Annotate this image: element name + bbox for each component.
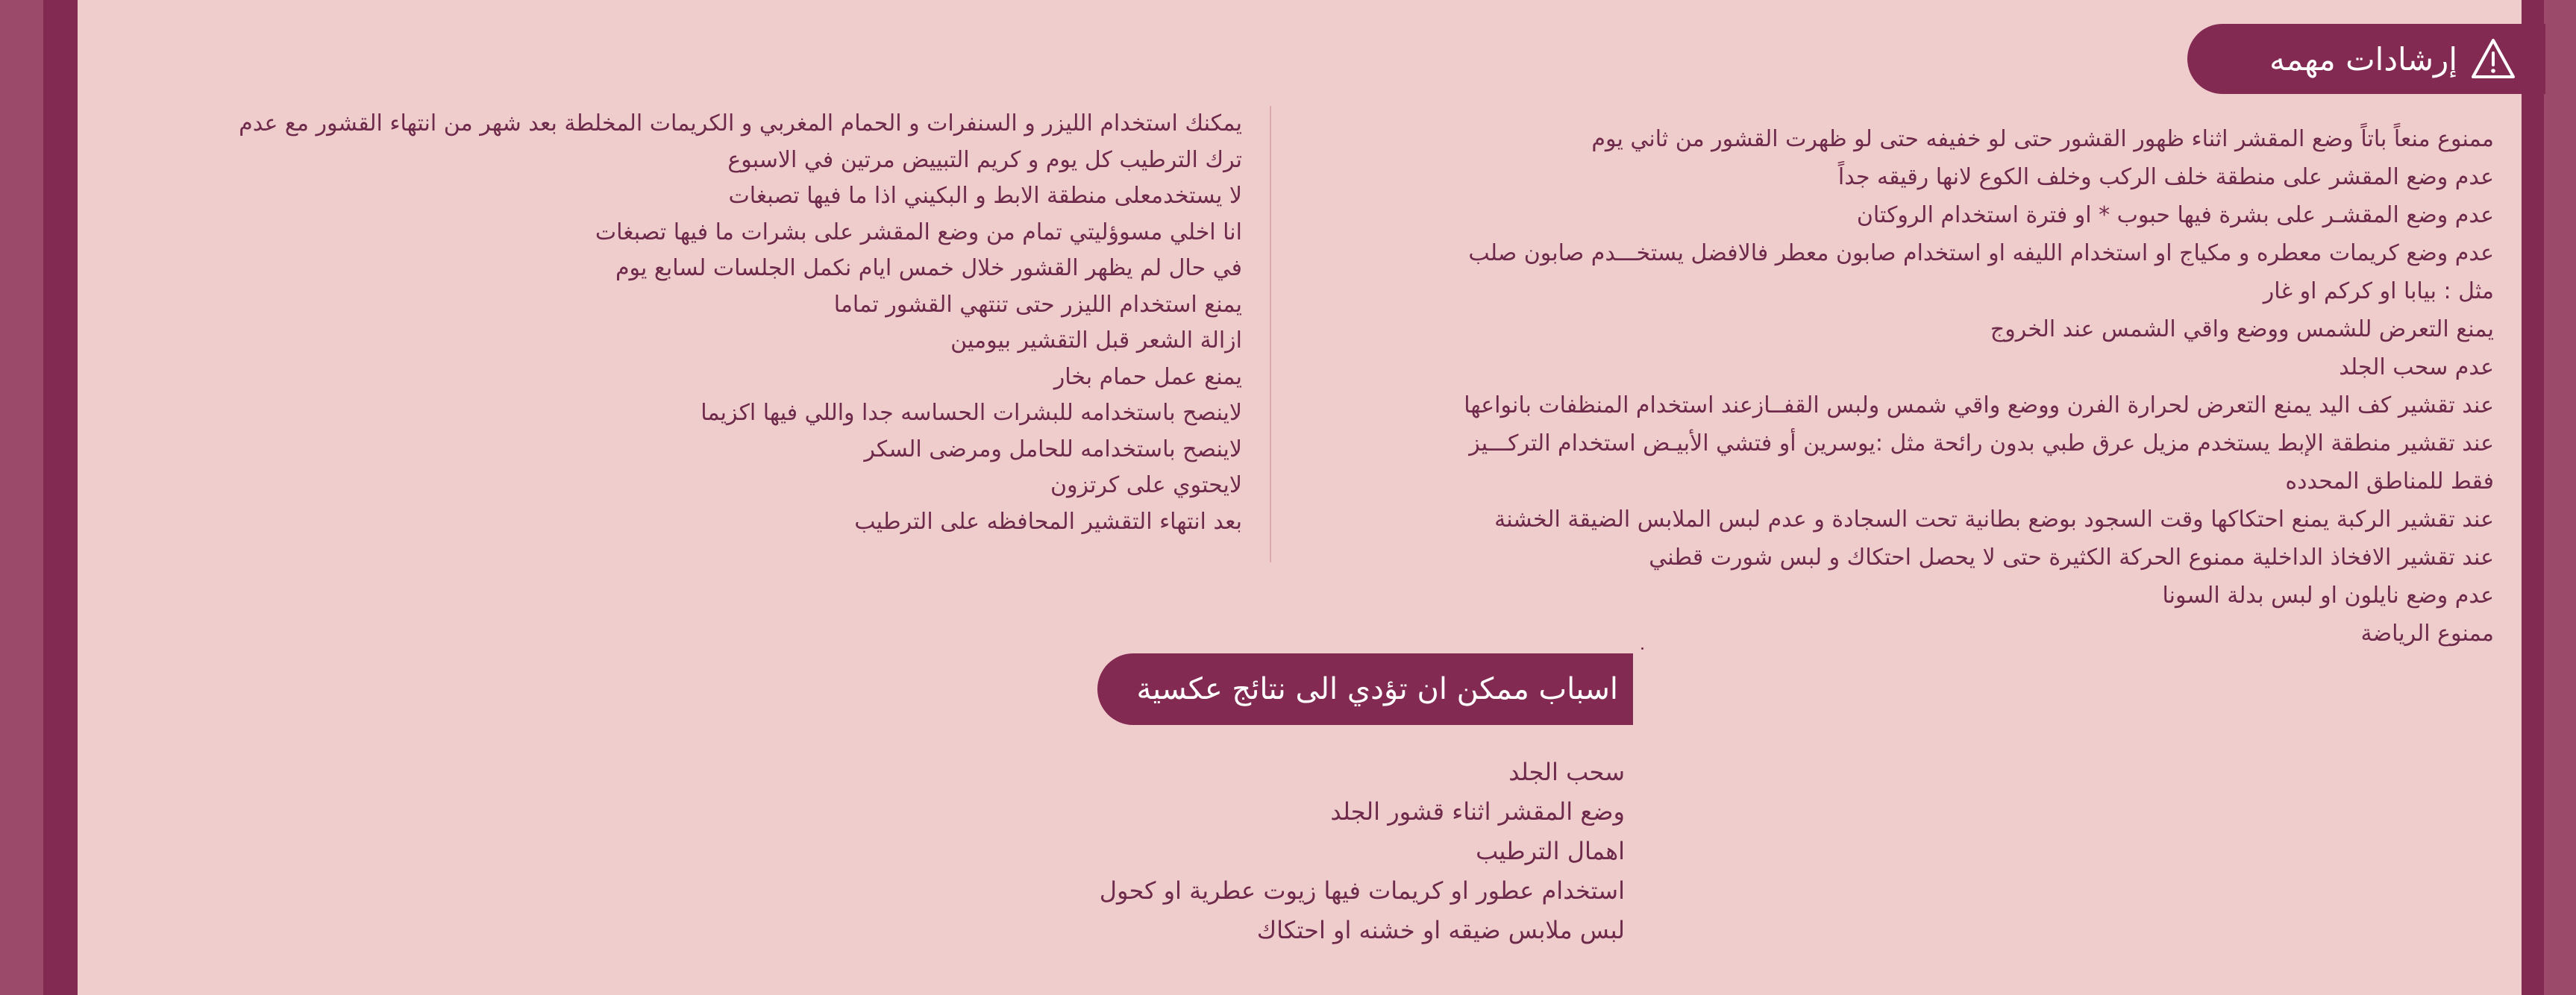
instructions-right-column xyxy=(1256,120,2494,653)
instruction-line: مثل : بيابا او كركم او غار xyxy=(2263,278,2494,304)
instruction-line: ممنوع الرياضة xyxy=(2360,621,2494,647)
instruction-line: عند تقشير الركبة يمنع احتكاكها وقت السجود بوضع بطانية تحت السجادة و عدم لبس الملابس الضيقة الخشنة xyxy=(1494,506,2494,533)
adverse-cause-line: استخدام عطور او كريمات فيها زيوت عطرية او كحول xyxy=(1099,876,1625,905)
instruction-line: فقط للمناطق المحدده xyxy=(2285,468,2494,495)
right-frame-inner-band xyxy=(2522,0,2544,995)
right-frame-outer-band xyxy=(2544,0,2576,995)
instruction-line: بعد انتهاء التقشير المحافظه على الترطيب xyxy=(854,508,1242,535)
instruction-line: ترك الترطيب كل يوم و كريم التبييض مرتين في الاسبوع xyxy=(727,146,1242,173)
instruction-line: لايحتوي على كرتزون xyxy=(1050,472,1242,498)
adverse-cause-line: لبس ملابس ضيقه او خشنه او احتكاك xyxy=(1256,916,1625,944)
instruction-line: لاينصح باستخدامه للحامل ومرضى السكر xyxy=(864,436,1242,462)
important-instructions-header xyxy=(2187,24,2545,94)
instruction-line: عند تقشير كف اليد يمنع التعرض لحرارة الفرن ووضع واقي شمس ولبس القفــازعند استخدام المنظفات بانواعها xyxy=(1464,392,2494,418)
instruction-line: انا اخلي مسوؤليتي تمام من وضع المقشر على بشرات ما فيها تصبغات xyxy=(595,219,1242,245)
instruction-line: لاينصح باستخدامه للبشرات الحساسه جدا واللي فيها اكزيما xyxy=(701,400,1242,426)
warning-triangle-icon xyxy=(2469,37,2517,81)
left-frame-inner-band xyxy=(43,0,78,995)
instruction-line: يمكنك استخدام الليزر و السنفرات و الحمام المغربي و الكريمات المخلطة بعد شهر من انتهاء القشور مع عدم xyxy=(239,110,1242,136)
adverse-cause-line: اهمال الترطيب xyxy=(1476,837,1625,865)
instruction-line: عدم سحب الجلد xyxy=(2339,354,2494,380)
instruction-line: عدم وضع كريمات معطره و مكياج او استخدام الليفه او استخدام صابون معطر فالافضل يستخـــدم صابون صلب xyxy=(1468,240,2494,266)
instruction-line: في حال لم يظهر القشور خلال خمس ايام نكمل الجلسات لسابع يوم xyxy=(615,255,1242,281)
column-divider xyxy=(1270,106,1271,562)
instruction-line: عدم وضع نايلون او لبس بدلة السونا xyxy=(2162,583,2494,609)
important-instructions-title: إرشادات مهمه xyxy=(2269,40,2457,78)
instruction-line: عند تقشير الافخاذ الداخلية ممنوع الحركة الكثيرة حتى لا يحصل احتكاك و لبس شورت قطني xyxy=(1649,544,2494,571)
adverse-cause-line: وضع المقشر اثناء قشور الجلد xyxy=(1330,797,1625,826)
instruction-line: عدم وضع المقشـر على بشرة فيها حبوب * او فترة استخدام الروكتان xyxy=(1856,202,2494,228)
decorative-dot xyxy=(1641,647,1643,650)
adverse-causes-list xyxy=(909,753,1625,950)
instructions-left-column xyxy=(104,106,1242,540)
instruction-line: لا يستخدمعلى منطقة الابط و البكيني اذا ما فيها تصبغات xyxy=(728,183,1242,209)
instruction-line: عدم وضع المقشر على منطقة خلف الركب وخلف الكوع لانها رقيقه جداً xyxy=(1837,164,2494,190)
instruction-line: يمنع التعرض للشمس ووضع واقي الشمس عند الخروج xyxy=(1990,316,2494,342)
instruction-line: ازالة الشعر قبل التقشير بيومين xyxy=(950,327,1242,354)
instruction-line: عند تقشير منطقة الإبط يستخدم مزيل عرق طبي بدون رائحة مثل :يوسرين أو فتشي الأبيـض استخدام التركـــيز xyxy=(1469,430,2494,456)
instruction-line: يمنع عمل حمام بخار xyxy=(1053,363,1242,390)
instruction-line: يمنع استخدام الليزر حتى تنتهي القشور تماما xyxy=(833,291,1242,318)
adverse-causes-title: اسباب ممكن ان تؤدي الى نتائج عكسية xyxy=(1136,672,1618,706)
adverse-cause-line: سحب الجلد xyxy=(1508,758,1625,786)
left-frame-outer-band xyxy=(0,0,43,995)
instruction-line: ممنوع منعاً باتاً وضع المقشر اثناء ظهور القشور حتى لو خفيفه حتى لو ظهرت القشور من ثاني يوم xyxy=(1591,126,2494,152)
adverse-causes-header xyxy=(1097,653,1633,725)
